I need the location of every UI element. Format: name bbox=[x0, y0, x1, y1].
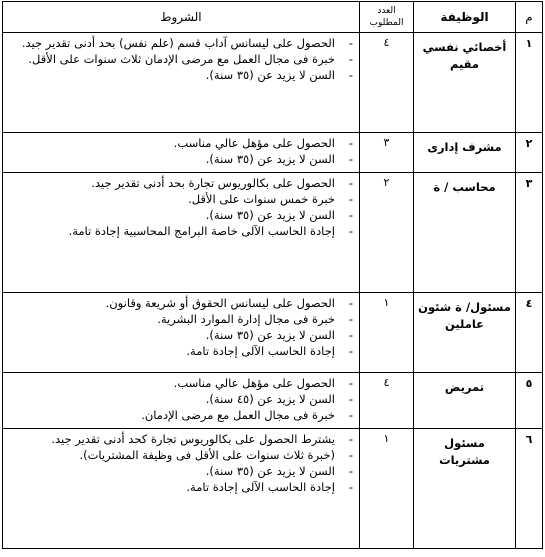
row-number: ٢ bbox=[516, 133, 543, 173]
row-number: ٣ bbox=[516, 173, 543, 293]
job-title: محاسب / ة bbox=[414, 173, 516, 293]
row-number: ١ bbox=[516, 33, 543, 133]
condition-item: - الحصول على مؤهل عالي مناسب. bbox=[9, 375, 355, 391]
condition-item: - الحصول على مؤهل عالي مناسب. bbox=[9, 135, 355, 151]
condition-item: - السن لا يزيد عن (٣٥ سنة). bbox=[9, 207, 355, 223]
job-title: مسئول مشتريات bbox=[414, 429, 516, 549]
jobs-table bbox=[2, 1, 543, 549]
condition-item: - السن لا يزيد عن (٤٥ سنة). bbox=[9, 391, 355, 407]
condition-item: - السن لا يزيد عن (٣٥ سنة). bbox=[9, 151, 355, 167]
conditions-cell bbox=[3, 429, 360, 549]
required-count: ١ bbox=[360, 429, 414, 549]
row-number: ٦ bbox=[516, 429, 543, 549]
conditions-list bbox=[9, 175, 355, 239]
job-title: أخصائي نفسي مقيم bbox=[414, 33, 516, 133]
condition-item: - خبرة فى مجال العمل مع مرضى الإدمان ثلاث سنوات على الأقل. bbox=[9, 51, 355, 67]
condition-item: - السن لا يزيد عن (٣٥ سنة). bbox=[9, 327, 355, 343]
job-title: مشرف إدارى bbox=[414, 133, 516, 173]
conditions-cell bbox=[3, 33, 360, 133]
required-count: ١ bbox=[360, 293, 414, 373]
job-title: تمريض bbox=[414, 373, 516, 429]
job-title: مسئول/ ة شئون عاملين bbox=[414, 293, 516, 373]
table-row bbox=[3, 133, 543, 173]
header-num: م bbox=[516, 2, 543, 33]
condition-item: - خبرة خمس سنوات على الأقل. bbox=[9, 191, 355, 207]
table-row bbox=[3, 293, 543, 373]
condition-item: - السن لا يزيد عن (٣٥ سنة). bbox=[9, 463, 355, 479]
table-row bbox=[3, 373, 543, 429]
condition-item: - يشترط الحصول على بكالوريوس تجارة كحد أدنى تقدير جيد. bbox=[9, 431, 355, 447]
table-body bbox=[3, 33, 543, 549]
conditions-cell bbox=[3, 373, 360, 429]
conditions-list bbox=[9, 375, 355, 423]
required-count: ٤ bbox=[360, 33, 414, 133]
conditions-list bbox=[9, 295, 355, 359]
condition-item: - الحصول على ليسانس آداب قسم (علم نفس) بحد أدنى تقدير جيد. bbox=[9, 35, 355, 51]
condition-item: - (خبرة ثلاث سنوات على الأقل فى وظيفة المشتريات). bbox=[9, 447, 355, 463]
conditions-cell bbox=[3, 173, 360, 293]
condition-item: - خبرة فى مجال العمل مع مرضى الإدمان. bbox=[9, 407, 355, 423]
conditions-list bbox=[9, 135, 355, 167]
required-count: ٢ bbox=[360, 173, 414, 293]
required-count: ٣ bbox=[360, 133, 414, 173]
conditions-list bbox=[9, 35, 355, 83]
condition-item: - خبرة فى مجال إدارة الموارد البشرية. bbox=[9, 311, 355, 327]
conditions-cell bbox=[3, 133, 360, 173]
header-conditions: الشروط bbox=[3, 2, 360, 33]
condition-item: - إجادة الحاسب الآلى إجادة تامة. bbox=[9, 343, 355, 359]
table-row bbox=[3, 173, 543, 293]
table-row bbox=[3, 33, 543, 133]
condition-item: - السن لا يزيد عن (٣٥ سنة). bbox=[9, 67, 355, 83]
conditions-cell bbox=[3, 293, 360, 373]
conditions-list bbox=[9, 431, 355, 495]
header-count: العدد المطلوب bbox=[360, 2, 414, 33]
condition-item: - إجادة الحاسب الآلى إجادة تامة. bbox=[9, 479, 355, 495]
header-row bbox=[3, 2, 543, 33]
table-row bbox=[3, 429, 543, 549]
row-number: ٤ bbox=[516, 293, 543, 373]
condition-item: - إجادة الحاسب الآلى خاصة البرامج المحاسبية إجادة تامة. bbox=[9, 223, 355, 239]
condition-item: - الحصول على ليسانس الحقوق أو شريعة وقانون. bbox=[9, 295, 355, 311]
required-count: ٤ bbox=[360, 373, 414, 429]
condition-item: - الحصول على بكالوريوس تجارة بحد أدنى تقدير جيد. bbox=[9, 175, 355, 191]
row-number: ٥ bbox=[516, 373, 543, 429]
header-title: الوظيفة bbox=[414, 2, 516, 33]
